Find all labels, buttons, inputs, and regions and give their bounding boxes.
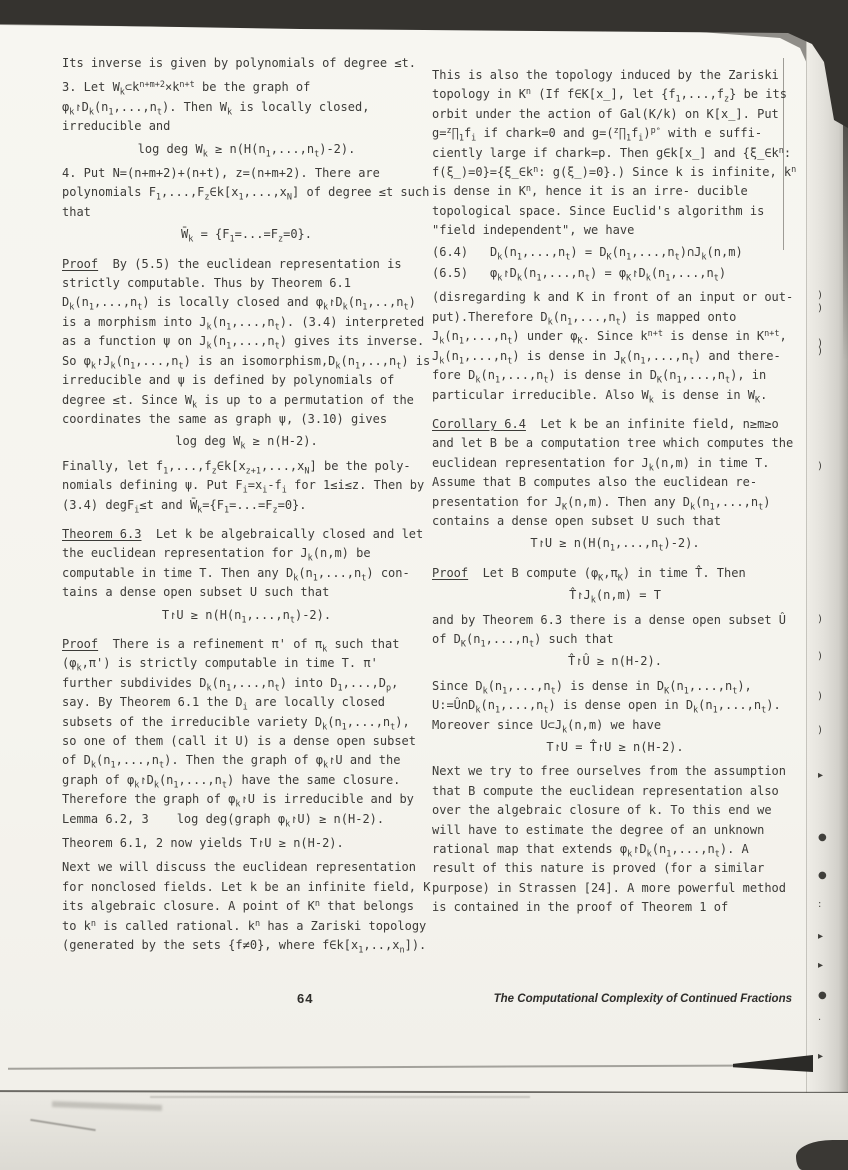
display-equation: log deg $W_k \ge n(H-2)$. [175,434,318,452]
scan-speck: ) [818,338,822,349]
page-number: 64 [297,991,314,1006]
paragraph-label: Proof [62,636,99,651]
scan-speck: ) [818,691,822,702]
equation-body: $\varphi_k↾D_k(n_1,...,n_t)$ = $\varphi_K↾D_k(n_1,...,n_t)$ [490,266,727,284]
text-with-inline-equation [62,810,431,829]
scan-speck: ▸ [818,931,824,942]
display-equation: T↾U ≥ $n(H(n_1,...,n_t)-2)$. [161,607,332,626]
display-equation: $W̄_k = \{F_1=...=F_z=0\}$. [181,227,312,245]
paragraph: (disregarding k and K in front of an input or out- put).Therefore $D_k(n_1,...,n_t)$ is mapped onto $J_k(n_1,...,n_t)$ under $\varphi_K$. Since $k^{n+t}$ is dense in $K^{n+t}$, $J_k(n_1,...,n_t)$ is dense in $J_K(n_1,...,n_t)$ and there- fore $D_k(n_1,...,n_t)$ is dense in $D_K(n_1,...,n_t)$, in particular irreducible. Also $W_k$ is dense in $W_K$. [432,290,794,405]
paragraph: Finally, let $f_1,...,f_z\in k[x_{z+1},...,x_N]$ be the poly- nomials defining ψ. Put $F_i=x_i-f_i$ for 1≤i≤z. Then by (3.4) degF$_i$≤t and $W̄_k=\{F_1=...=F_z=0\}$. [62,458,425,516]
paragraph: Since $D_k(n_1,...,n_t)$ is dense in $D_K(n_1,...,n_t)$, $U:=Û\cap D_k(n_1,...,n_t)$ is dense open in $D_k(n_1,...,n_t)$. Moreover since $U\subset J_k(n,m)$ we have [432,678,781,736]
numbered-equation [432,264,798,283]
scan-speck: ) [818,303,822,314]
scan-speck: : [818,899,822,910]
left-column [62,49,431,955]
scan-speck: ) [818,651,822,662]
scan-speck: ▸ [818,960,824,971]
paragraph-label: Corollary 6.4 [432,416,526,431]
scan-speck: ● [818,832,827,843]
display-equation: $T̂↾J_k(n,m) = T$ [569,588,661,606]
paragraph: Its inverse is given by polynomials of degree ≤t. [62,56,417,70]
labeled-paragraph: Theorem 6.3 Let k be algebraically closed and let the euclidean representation for $J_k(n,m)$ be computable in time T. Then any $D_k(n_1,...,n_t)$ con- tains a dense open subset U such that [62,526,424,600]
scan-speck: ● [818,990,827,1001]
right-column [432,61,798,918]
display-equation: T̂↾Û ≥ n(H-2). [568,654,662,669]
paragraph: 3. Let $W_k\subset k^{n+m+2}\times k^{n+t}$ be the graph of $\varphi_k↾D_k(n_1,...,n_t)$. Then $W_k$ is locally closed, irreducible and [62,80,370,134]
display-equation: T↾U ≥ $n(H(n_1,...,n_t)-2)$. [530,536,700,554]
lemma-reference: Lemma 6.2, 3 [62,811,149,826]
scan-smudge [150,1096,530,1098]
scan-speck: ) [818,614,822,625]
scan-speck: ) [818,346,822,357]
scan-speck: ) [818,725,822,736]
scan-speck: ) [818,290,822,301]
labeled-paragraph: Proof Let B compute $(\varphi_K,\pi_K)$ in time T̂. Then [432,565,746,584]
scan-speck: ) [818,461,822,472]
scan-speck: ▸ [818,770,824,781]
paragraph-label: Proof [62,256,99,271]
equation-number: (6.4) [432,244,469,259]
paragraph: 4. Put N=(n+m+2)+(n+t), z=(n+m+2). There are polynomials $F_1,...,F_z\in k[x_1,...,x_N]$ of degree ≤t such that [62,166,430,219]
scan-speck: ● [818,870,827,881]
labeled-paragraph: Proof By (5.5) the euclidean representation is strictly computable. Thus by Theorem 6.1 $D_k(n_1,...,n_t)$ is locally closed and $\varphi_k↾D_k(n_1,..,n_t)$ is a morphism into $J_k(n_1,...,n_t)$. (3.4) interpreted as a function ψ on $J_k(n_1,...,n_t)$ gives its inverse. So $\varphi_k↾J_k(n_1,...,n_t)$ is an $isomorphism,D_k(n_1,..,n_t)$ is irreducible and ψ is defined by polynomials of degree ≤t. Since $W_k$ is up to a permutation of the coordinates the same as graph ψ, (3.10) gives [62,256,431,426]
scan-right-shadow [843,60,848,360]
paragraph: Next we try to free ourselves from the assumption that B compute the euclidean representation also over the algebraic closure of k. To this end we will have to estimate the degree of an unknown rational map that extends $\varphi_k↾D_k(n_1,...,n_t)$. A result of this nature is proved (for a similar purpose) in Strassen [24]. A more powerful method is contained in the proof of Theorem 1 of [432,764,787,915]
numbered-equation [432,243,798,262]
labeled-paragraph: Corollary 6.4 Let k be an infinite field, n≥m≥o and let B be a computation tree which computes the euclidean representation for $J_k(n,m)$ in time T. Assume that B computes also the euclidean re- presentation for $J_K(n,m)$. Then any $D_k(n_1,...,n_t)$ contains a dense open subset U such that [432,416,794,528]
paragraph: This is also the topology induced by the Zariski topology in $K^n$ (If f∈K[x̲], let $\{f_1,...,f_z\}$ be its orbit under the action of Gal(K/k) on K[x̲]. Put $g=^z\prod_1f_i$ if chark=0 and $g=(^z\prod_1f_i)^{pᵉ}$ with e suffi- ciently large if chark=p. Then g∈k[x̲] and {$\xi̲\in k^n$: $f(\xi̲)=0\}=\{\xi̲\in k^n$: g(ξ̲)=0}.) Since k is infinite, $k^n$ is dense in $K^n$, hence it is an irre- ducible topological space. Since Euclid's algorithm is "field independent", we have [432,68,797,238]
running-title: The Computational Complexity of Continued Fractions [493,993,792,1005]
inline-equation: log deg(graph $\varphi_k↾U) \ge n(H-2)$. [176,811,385,830]
paragraph: Next we will discuss the euclidean representation for nonclosed fields. Let k be an infinite field, K its algebraic closure. A point of $K^n$ that belongs to $k^n$ is called rational. $k^n$ has a Zariski topology (generated by the sets {f≠0}, where $f\in k[x_1,..,x_n]$). [62,860,431,956]
equation-number: (6.5) [432,266,469,281]
display-equation: log deg $W_k \ge n(H(n_1,...,n_t)-2)$. [137,141,356,160]
paragraph: and by Theorem 6.3 there is a dense open subset Û of $D_K(n_1,...,n_t)$ such that [432,612,787,650]
scan-speck: ▸ [818,1051,824,1062]
equation-body: $D_k(n_1,...,n_t)$ = $D_K(n_1,...,n_t)\cap J_k(n,m)$ [490,244,743,263]
book-page-edge [806,34,848,1170]
scan-speck: · [818,1015,822,1026]
paragraph: Theorem 6.1, 2 now yields T↾U ≥ n(H-2). [62,836,344,851]
labeled-paragraph: Proof There is a refinement π' of $\pi_k$ such that $(\varphi_k,\pi')$ is strictly computable in time T. π' further subdivides $D_k(n_1,...,n_t)$ into $D_1,...,D_p$, say. By Theorem 6.1 the $D_i$ are locally closed subsets of the irreducible variety $D_k(n_1,...,n_t)$, so one of them (call it U) is a dense open subset of $D_k(n_1,...,n_t)$. Then the graph of $\varphi_k↾U$ and the graph of $\varphi_k↾D_k(n_1,...,n_t)$ have the same closure. Therefore the graph of $\varphi_k↾U$ is irreducible and by [62,636,417,810]
paragraph-label: Theorem 6.3 [62,526,142,541]
paragraph-label: Proof [432,565,469,580]
display-equation: T↾U = T̂↾U ≥ n(H-2). [546,740,684,754]
